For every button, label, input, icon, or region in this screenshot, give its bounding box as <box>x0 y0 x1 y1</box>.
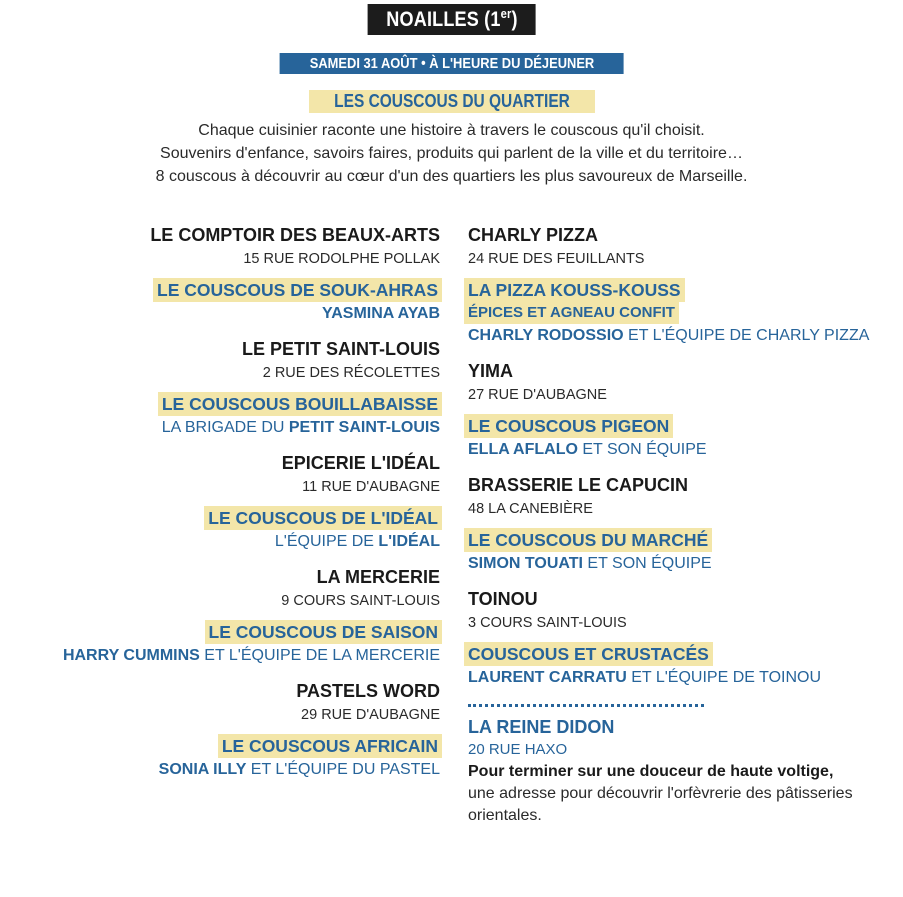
intro-line: Souvenirs d'enfance, savoirs faires, produits qui parlent de la ville et du territoire… <box>160 145 743 162</box>
venue-address: 11 RUE D'AUBAGNE <box>302 479 440 495</box>
chef-name: ELLA AFLALO ET SON ÉQUIPE <box>468 441 707 458</box>
venue-name: TOINOU <box>468 589 538 609</box>
dotted-divider <box>468 704 704 707</box>
venue-la-mercerie <box>0 565 440 668</box>
venue-name: CHARLY PIZZA <box>468 225 599 245</box>
page-title: NOAILLES (1er) <box>367 4 536 35</box>
venue-address: 3 COURS SAINT-LOUIS <box>468 615 627 631</box>
dish-name: LE COUSCOUS DE SAISON <box>205 620 442 644</box>
venue-name: BRASSERIE LE CAPUCIN <box>468 475 689 495</box>
venue-name: PASTELS WORD <box>296 681 440 701</box>
venue-name: EPICERIE L'IDÉAL <box>281 453 440 473</box>
venue-name: LE COMPTOIR DES BEAUX-ARTS <box>150 225 440 245</box>
right-column <box>468 223 898 827</box>
venue-name: LE PETIT SAINT-LOUIS <box>241 339 440 359</box>
venue-charly-pizza <box>468 223 898 348</box>
venue-address: 2 RUE DES RÉCOLETTES <box>262 365 440 381</box>
chef-name: YASMINA AYAB <box>322 305 440 322</box>
venue-name: YIMA <box>468 361 513 381</box>
chef-name: LA BRIGADE DU PETIT SAINT-LOUIS <box>161 419 440 436</box>
venue-address: 27 RUE D'AUBAGNE <box>468 387 607 403</box>
venue-address: 24 RUE DES FEUILLANTS <box>468 251 645 267</box>
venue-petit-saint-louis <box>0 337 440 440</box>
chef-name: SONIA ILLY ET L'ÉQUIPE DU PASTEL <box>158 761 440 778</box>
intro-line: 8 couscous à découvrir au cœur d'un des quartiers les plus savoureux de Marseille. <box>155 168 748 185</box>
event-date: SAMEDI 31 AOÛT • À L'HEURE DU DÉJEUNER <box>279 53 624 74</box>
venue-toinou <box>468 587 898 690</box>
dish-name: LE COUSCOUS AFRICAIN <box>218 734 442 758</box>
chef-name: LAURENT CARRATU ET L'ÉQUIPE DE TOINOU <box>468 669 822 686</box>
chef-name: HARRY CUMMINS ET L'ÉQUIPE DE LA MERCERIE <box>62 647 440 664</box>
event-title: LES COUSCOUS DU QUARTIER <box>308 90 594 113</box>
venue-la-reine-didon <box>468 715 898 827</box>
intro-text <box>0 119 903 188</box>
venue-address: 48 LA CANEBIÈRE <box>468 501 593 517</box>
dish-name: LA PIZZA KOUSS-KOUSS <box>464 278 685 302</box>
venue-address: 20 RUE HAXO <box>468 741 568 758</box>
dish-subtitle: ÉPICES ET AGNEAU CONFIT <box>464 302 679 324</box>
dish-name: LE COUSCOUS BOUILLABAISSE <box>158 392 442 416</box>
dish-name: LE COUSCOUS DE SOUK-AHRAS <box>153 278 442 302</box>
venue-yima <box>468 359 898 462</box>
venue-address: 15 RUE RODOLPHE POLLAK <box>243 251 440 267</box>
venue-brasserie-le-capucin <box>468 473 898 576</box>
dish-name: COUSCOUS ET CRUSTACÉS <box>464 642 713 666</box>
chef-name: CHARLY RODOSSIO ET L'ÉQUIPE DE CHARLY PIZZA <box>468 327 870 344</box>
dish-name: LE COUSCOUS DU MARCHÉ <box>464 528 712 552</box>
chef-name: SIMON TOUATI ET SON ÉQUIPE <box>468 555 712 572</box>
chef-name: L'ÉQUIPE DE L'IDÉAL <box>274 533 440 550</box>
venue-comptoir-des-beaux-arts <box>0 223 440 326</box>
venue-pastels-word <box>0 679 440 782</box>
left-column <box>0 223 440 793</box>
dish-name: LE COUSCOUS DE L'IDÉAL <box>204 506 442 530</box>
dish-name: LE COUSCOUS PIGEON <box>464 414 673 438</box>
venue-address: 9 COURS SAINT-LOUIS <box>281 593 440 609</box>
venue-name: LA MERCERIE <box>316 567 440 587</box>
intro-line: Chaque cuisinier raconte une histoire à travers le couscous qu'il choisit. <box>198 122 705 139</box>
venue-address: 29 RUE D'AUBAGNE <box>301 707 440 723</box>
venue-name: LA REINE DIDON <box>468 717 615 737</box>
venue-epicerie-ideal <box>0 451 440 554</box>
venue-description: Pour terminer sur une douceur de haute voltige, une adresse pour découvrir l'orfèvrerie des pâtisseries orientales. <box>468 763 853 824</box>
